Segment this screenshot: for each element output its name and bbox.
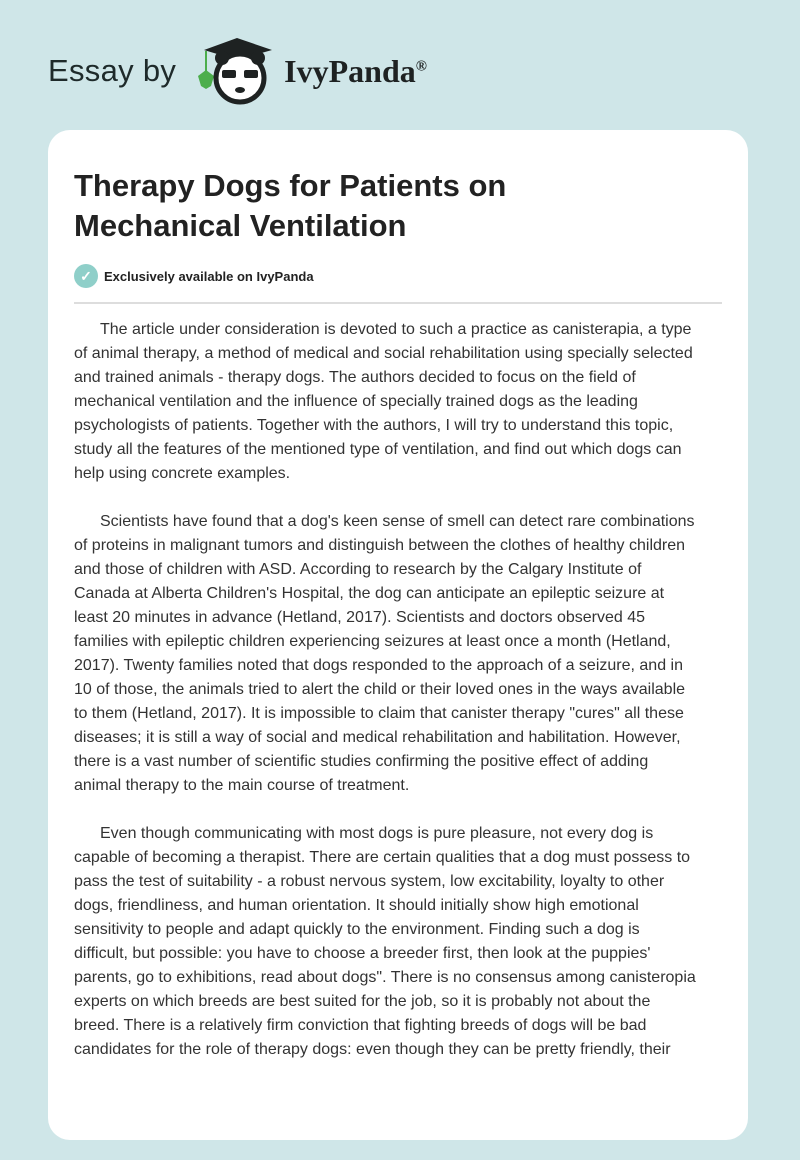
essay-paragraph (74, 318, 734, 486)
paragraph-line: pass the test of suitability - a robust nervous system, low excitability, loyalty to other (74, 873, 665, 890)
paragraph-line: capable of becoming a therapist. There are certain qualities that a dog must possess to (74, 849, 691, 866)
exclusive-badge (74, 264, 314, 288)
paragraph-line: there is a vast number of scientific studies confirming the positive effect of adding (74, 753, 649, 770)
paragraph-line: help using concrete examples. (74, 465, 291, 482)
paragraph-line: psychologists of patients. Together with the authors, I will try to understand this topic, (74, 417, 674, 434)
essay-card (48, 130, 748, 1140)
paragraph-line: Scientists have found that a dog's keen sense of smell can detect rare combinations (100, 513, 695, 530)
paragraph-line: 2017). Twenty families noted that dogs responded to the approach of a seizure, and in (74, 657, 683, 674)
paragraph-line: and trained animals - therapy dogs. The authors decided to focus on the field of (74, 369, 636, 386)
divider (74, 302, 722, 304)
paragraph-line: candidates for the role of therapy dogs: even though they can be pretty friendly, their (74, 1041, 671, 1058)
brand-name: IvyPanda® (284, 52, 427, 89)
exclusive-label: Exclusively available on IvyPanda (104, 268, 314, 284)
paragraph-line: and those of children with ASD. According to research by the Calgary Institute of (74, 561, 642, 578)
page-title: Therapy Dogs for Patients on Mechanical Ventilation (74, 168, 507, 243)
paragraph-line: breed. There is a relatively firm conviction that fighting breeds of dogs will be bad (74, 1017, 647, 1034)
paragraph-line: of proteins in malignant tumors and distinguish between the clothes of healthy children (74, 537, 686, 554)
paragraph-line: dogs, friendliness, and human orientation. It should initially show high emotional (74, 897, 639, 914)
essay-paragraph (74, 822, 734, 1062)
essay-paragraph (74, 510, 734, 798)
paragraph-line: 10 of those, the animals tried to alert the child or their loved ones in the ways available (74, 681, 686, 698)
paragraph-line: families with epileptic children experiencing seizures at least once a month (Hetland, (74, 633, 671, 650)
paragraph-line: to them (Hetland, 2017). It is impossible to claim that canister therapy "cures" all these (74, 705, 684, 722)
paragraph-line: of animal therapy, a method of medical and social rehabilitation using specially selected (74, 345, 693, 362)
check-icon: ✓ (74, 264, 98, 288)
paragraph-line: difficult, but possible: you have to choose a breeder first, then look at the puppies' (74, 945, 651, 962)
essay-body (74, 318, 734, 1086)
essay-by-label: Essay by (48, 53, 177, 88)
paragraph-line: diseases; it is still a way of social and medical rehabilitation and habilitation. However, (74, 729, 681, 746)
paragraph-line: least 20 minutes in advance (Hetland, 2017). Scientists and doctors observed 45 (74, 609, 645, 626)
paragraph-line: The article under consideration is devoted to such a practice as canisterapia, a type (100, 321, 692, 338)
paragraph-line: Even though communicating with most dogs is pure pleasure, not every dog is (100, 825, 654, 842)
paragraph-line: study all the features of the mentioned type of ventilation, and find out which dogs can (74, 441, 682, 458)
paragraph-line: experts on which breeds are best suited for the job, so it is probably not about the (74, 993, 651, 1010)
paragraph-line: mechanical ventilation and the influence of specially trained dogs as the leading (74, 393, 638, 410)
paragraph-line: animal therapy to the main course of treatment. (74, 777, 410, 794)
ivypanda-logo-icon[interactable] (194, 36, 280, 106)
paragraph-line: sensitivity to people and adapt quickly to the environment. Finding such a dog is (74, 921, 640, 938)
paragraph-line: parents, go to exhibitions, read about dogs". There is no consensus among canisteropia (74, 969, 696, 986)
paragraph-line: Canada at Alberta Children's Hospital, the dog can anticipate an epileptic seizure at (74, 585, 665, 602)
site-header (48, 36, 427, 106)
